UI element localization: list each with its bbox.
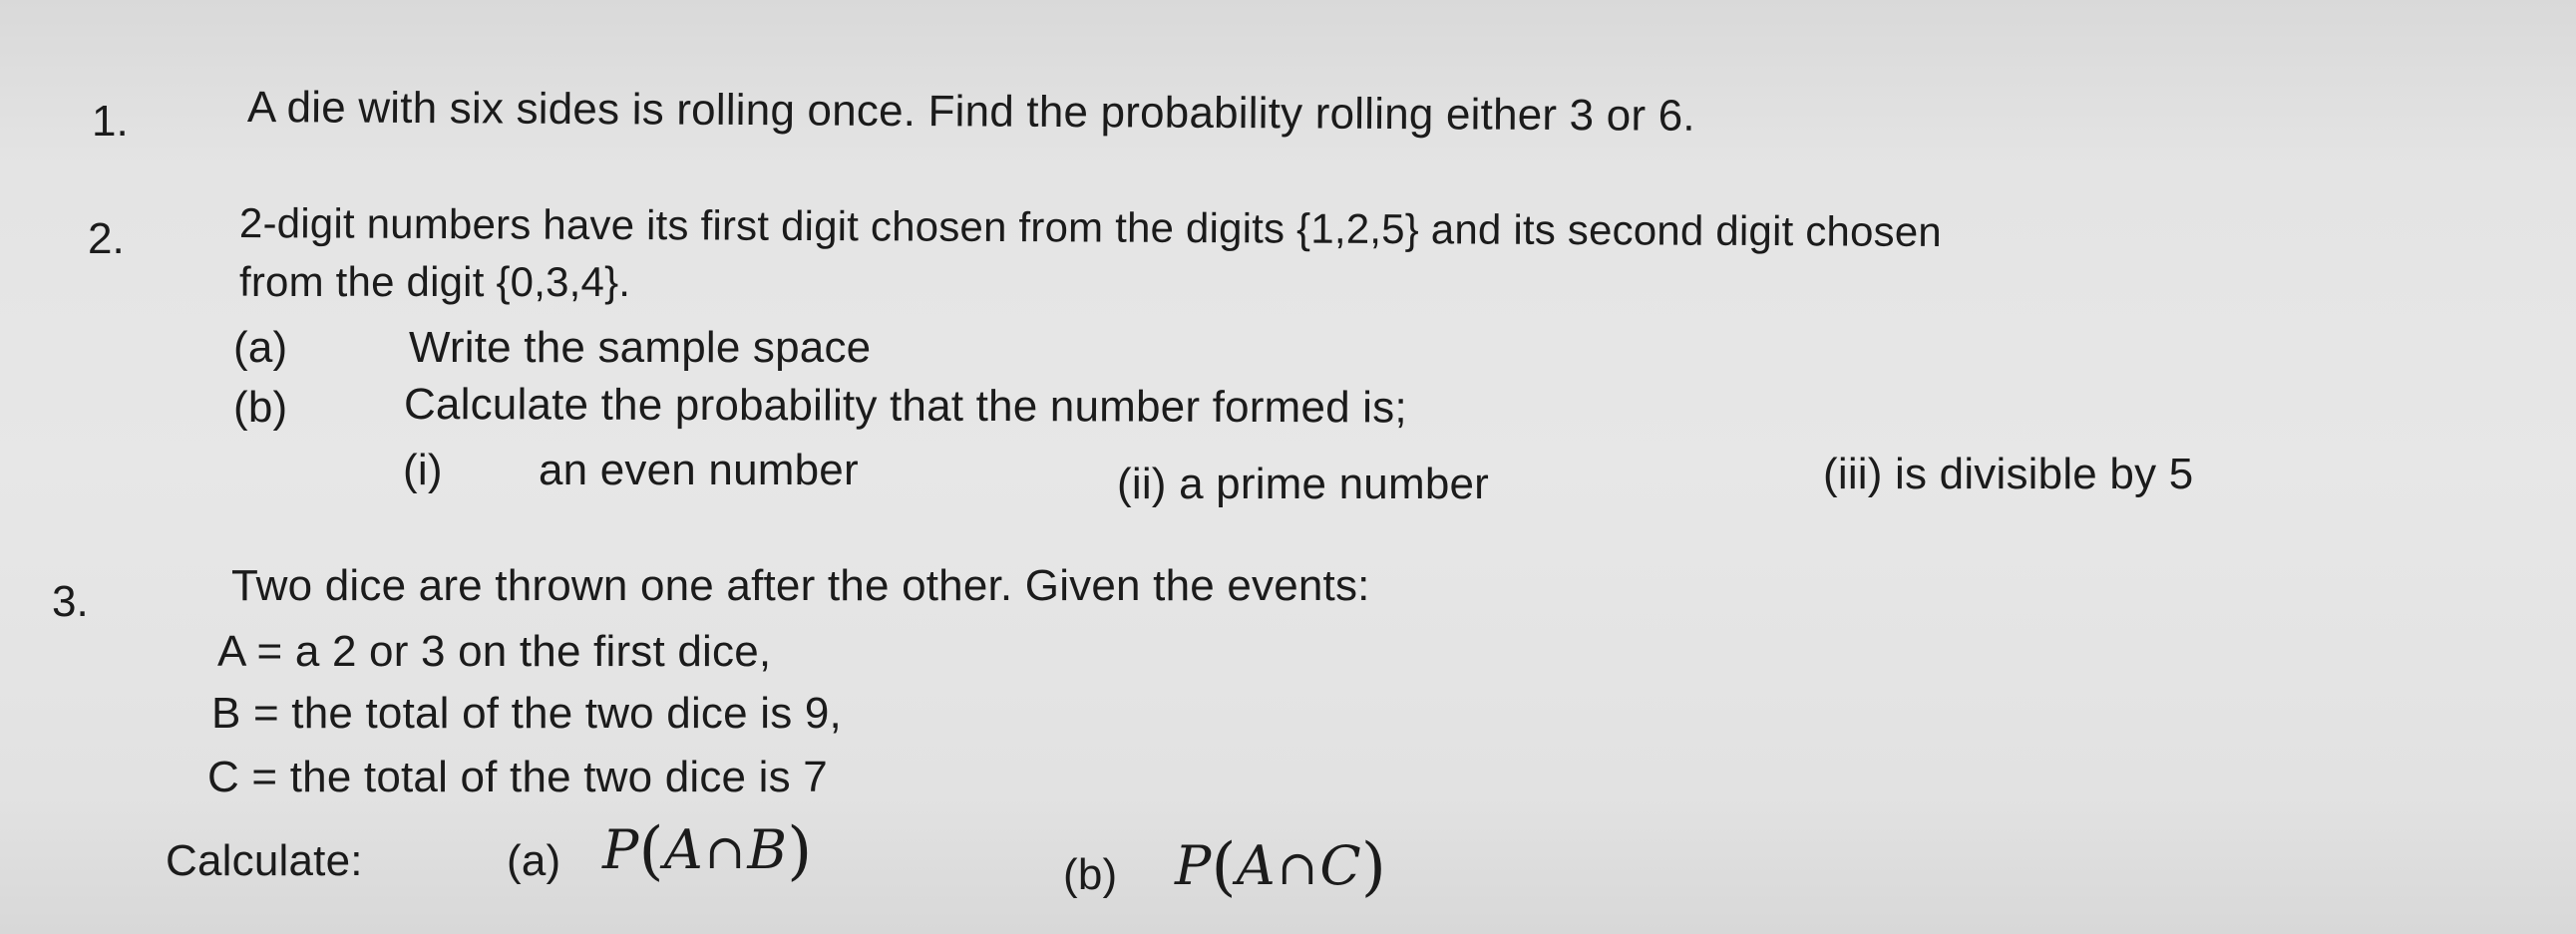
question-2b-iii-text: (iii) is divisible by 5 — [1823, 450, 2194, 498]
question-3-number: 3. — [52, 577, 89, 626]
question-2a-text: Write the sample space — [409, 323, 872, 372]
question-2b-i-label: (i) — [403, 446, 443, 494]
expression-p-a-intersect-b — [602, 814, 813, 888]
question-2-line-2: from the digit {0,3,4}. — [239, 258, 631, 305]
question-2b-label: (b) — [233, 383, 288, 432]
expr-a-left-paren: ( — [638, 814, 664, 888]
question-2b-i-text: an even number — [539, 446, 859, 494]
expr-b-p: P — [1175, 834, 1212, 897]
expr-a-p: P — [602, 818, 639, 881]
part-b-label: (b) — [1063, 850, 1118, 899]
part-a-label: (a) — [507, 836, 561, 885]
expr-b-right-paren: ) — [1360, 830, 1387, 904]
question-2a-label: (a) — [233, 323, 288, 372]
expr-b-intersection: ∩ — [1277, 840, 1318, 896]
expr-b-second-event: C — [1319, 834, 1361, 897]
question-1-text: A die with six sides is rolling once. Find the probability rolling either 3 or 6. — [246, 83, 1695, 141]
expr-a-second-event: B — [747, 818, 788, 881]
expr-a-right-paren: ) — [787, 814, 813, 888]
event-b-definition: B = the total of the two dice is 9, — [211, 689, 842, 738]
question-2b-ii-text: (ii) a prime number — [1117, 460, 1490, 508]
expr-b-first-event: A — [1236, 834, 1276, 897]
expr-a-first-event: A — [663, 818, 703, 881]
question-3-intro: Two dice are thrown one after the other. Given the events: — [231, 561, 1370, 610]
event-c-definition: C = the total of the two dice is 7 — [207, 753, 828, 801]
event-a-definition: A = a 2 or 3 on the first dice, — [217, 627, 772, 676]
calculate-label: Calculate: — [166, 836, 363, 885]
question-2-line-1: 2-digit numbers have its first digit chosen from the digits {1,2,5} and its second digit chosen — [238, 199, 1943, 255]
expr-b-left-paren: ( — [1211, 830, 1237, 904]
expr-a-intersection: ∩ — [704, 824, 746, 880]
expression-p-a-intersect-c — [1175, 830, 1387, 904]
question-2b-text: Calculate the probability that the number formed is; — [403, 380, 1407, 433]
question-1-number: 1. — [92, 97, 129, 146]
question-2-number: 2. — [88, 214, 125, 263]
